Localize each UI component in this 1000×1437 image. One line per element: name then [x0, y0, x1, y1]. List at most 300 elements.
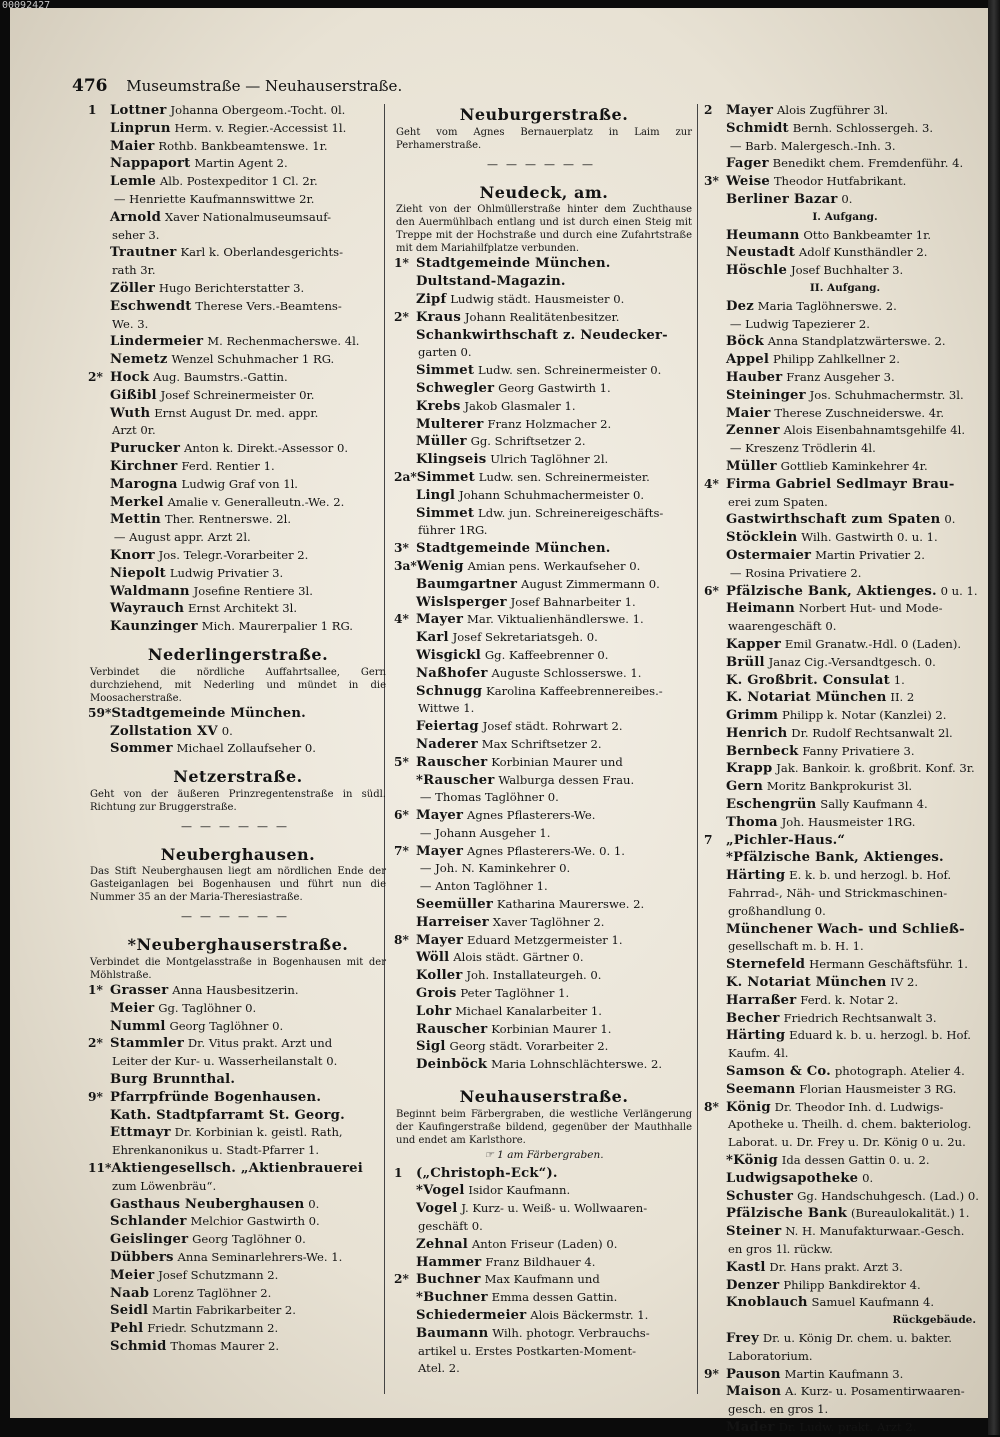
street-description: Verbindet die nördliche Auffahrtsallee, Gern durchziehend, mit Nederling und mündet in die Moosacherstraße.	[90, 666, 386, 704]
resident-details: Thomas Maurer 2.	[170, 1339, 280, 1354]
resident-details: Peter Taglöhner 1.	[460, 986, 570, 1001]
resident-name: Ettmayr	[110, 1125, 171, 1141]
directory-entry	[88, 547, 388, 565]
resident-details: Alb. Postexpeditor 1 Cl. 2r.	[159, 174, 318, 189]
resident-name: Gastwirthschaft zum Spaten	[726, 512, 941, 528]
resident-details: — August appr. Arzt 2l.	[113, 530, 251, 545]
resident-name: Pfälzische Bank	[726, 1206, 848, 1222]
resident-details: Michael Kanalarbeiter 1.	[455, 1003, 602, 1018]
house-number: 9*	[704, 1366, 719, 1381]
directory-entry	[704, 1188, 986, 1206]
directory-entry	[394, 665, 694, 683]
entry-continuation: Fahrrad-, Näh- und Strickmaschinen-	[728, 886, 948, 901]
resident-name: Numml	[110, 1018, 166, 1034]
resident-details: J. Kurz- u. Weiß- u. Wollwaaren-	[461, 1201, 648, 1216]
house-number: 6*	[704, 583, 719, 598]
resident-details: Friedr. Schutzmann 2.	[147, 1321, 279, 1336]
resident-name: Lingl	[416, 487, 456, 503]
entry-continuation: gesellschaft m. b. H. 1.	[728, 939, 864, 954]
directory-entry	[88, 155, 388, 173]
resident-name: Samson & Co.	[726, 1064, 831, 1080]
resident-details: Ferd. k. Notar 2.	[800, 992, 899, 1007]
house-number: 1*	[88, 983, 103, 998]
resident-details: 0.	[841, 191, 853, 206]
resident-details: — Ludwig Tapezierer 2.	[729, 316, 870, 331]
directory-entry	[704, 814, 986, 832]
resident-details: Georg Gastwirth 1.	[498, 380, 611, 395]
resident-name: Stadtgemeinde München.	[111, 705, 306, 721]
resident-name: Mayer	[416, 932, 464, 948]
resident-name: Niepolt	[110, 565, 166, 581]
resident-details: 0.	[862, 1170, 874, 1185]
page-title: Museumstraße — Neuhauserstraße.	[126, 77, 403, 95]
resident-details: Josef Sekretariatsgeh. 0.	[452, 630, 598, 645]
resident-details: Anton k. Direkt.-Assessor 0.	[184, 441, 349, 456]
directory-entry	[88, 1302, 388, 1320]
resident-details: Ida dessen Gattin 0. u. 2.	[781, 1153, 930, 1168]
resident-name: Wislsperger	[416, 594, 507, 610]
resident-name: Dübbers	[110, 1250, 174, 1266]
directory-entry	[704, 1099, 986, 1117]
resident-name: Dez	[726, 298, 754, 314]
house-number: 11*	[88, 1161, 112, 1176]
resident-name: Neustadt	[726, 245, 796, 261]
resident-details: — Johann Ausgeher 1.	[419, 825, 551, 840]
resident-name: Klingseis	[416, 452, 487, 468]
directory-entry	[394, 789, 694, 807]
directory-entry	[88, 982, 388, 1000]
resident-details: — Anton Taglöhner 1.	[419, 879, 548, 894]
resident-details: (Bureaulokalität.) 1.	[850, 1206, 970, 1221]
directory-entry	[704, 298, 986, 316]
directory-entry	[394, 718, 694, 736]
resident-details: Mich. Maurerpalier 1 RG.	[201, 619, 353, 634]
resident-name: Firma Gabriel Sedlmayr Brau-	[726, 476, 955, 492]
directory-entry	[88, 600, 388, 618]
directory-entry	[704, 1277, 986, 1295]
resident-name: Müller	[416, 434, 467, 450]
resident-name: Appel	[726, 352, 770, 368]
resident-name: Müller	[726, 458, 777, 474]
resident-details: Georg Taglöhner 0.	[169, 1018, 284, 1033]
directory-entry	[704, 138, 986, 156]
resident-name: („Christoph-Eck“).	[416, 1165, 558, 1181]
directory-entry	[394, 896, 694, 914]
section-divider: ——————	[487, 157, 601, 171]
resident-details: N. H. Manufakturwaar.-Gesch.	[785, 1224, 965, 1239]
resident-details: Bernh. Schlossergeh. 3.	[792, 120, 934, 135]
resident-details: Melchior Gastwirth 0.	[190, 1214, 320, 1229]
resident-name: Mayer	[416, 808, 464, 824]
resident-details: Katharina Maurerswe. 2.	[496, 897, 645, 912]
house-number: 8*	[394, 932, 409, 947]
resident-name: Thoma	[726, 814, 778, 830]
resident-name: Meier	[110, 1000, 155, 1016]
column-middle	[394, 102, 694, 1378]
directory-entry	[88, 740, 388, 758]
resident-name: Zenner	[726, 423, 780, 439]
resident-details: Agnes Pflasterers-We.	[467, 808, 596, 823]
entry-continuation: führer 1RG.	[418, 523, 488, 538]
resident-details: Joh. Installateurgeh. 0.	[466, 968, 602, 983]
resident-name: Zehnal	[416, 1236, 468, 1252]
resident-details: Herm. v. Regier.-Accessist 1l.	[174, 120, 347, 135]
directory-entry	[704, 992, 986, 1010]
directory-entry	[704, 1259, 986, 1277]
resident-details: — Kreszenz Trödlerin 4l.	[729, 441, 876, 456]
directory-entry	[704, 191, 986, 209]
house-number: 1	[394, 1165, 403, 1180]
entry-continuation: zum Löwenbräu“.	[112, 1178, 217, 1193]
resident-details: Xaver Taglöhner 2.	[492, 914, 605, 929]
resident-details: Georg städt. Vorarbeiter 2.	[449, 1039, 609, 1054]
resident-name: Arnold	[110, 209, 161, 225]
resident-details: Fanny Privatiere 3.	[802, 743, 915, 758]
directory-entry	[704, 155, 986, 173]
resident-name: Kastl	[726, 1259, 766, 1275]
directory-entry	[88, 1196, 388, 1214]
resident-name: Meier	[110, 1267, 155, 1283]
resident-name: Kraus	[416, 309, 461, 325]
directory-entry	[394, 647, 694, 665]
resident-details: Benedikt chem. Fremdenführ. 4.	[772, 156, 964, 171]
street-description: Geht von der äußeren Prinzregentenstraße in südl. Richtung zur Bruggerstraße.	[90, 788, 386, 813]
directory-entry	[394, 451, 694, 469]
resident-details: Josef städt. Rohrwart 2.	[482, 719, 623, 734]
resident-name: Heumann	[726, 227, 800, 243]
directory-entry	[704, 760, 986, 778]
resident-name: Lemle	[110, 174, 157, 190]
house-number: 1	[88, 103, 97, 117]
directory-entry	[88, 1338, 388, 1356]
resident-details: IV 2.	[890, 975, 919, 990]
resident-details: Gottlieb Kaminkehrer 4r.	[780, 458, 928, 473]
house-number: 2*	[394, 309, 409, 324]
directory-entry	[704, 1170, 986, 1188]
resident-name: Gißibl	[110, 387, 157, 403]
directory-entry	[394, 398, 694, 416]
directory-entry	[88, 1231, 388, 1249]
directory-entry	[394, 629, 694, 647]
directory-entry	[394, 1289, 694, 1307]
resident-details: Ldw. jun. Schreinereigeschäfts-	[478, 505, 664, 520]
entry-continuation: en gros 1l. rückw.	[728, 1242, 833, 1256]
directory-entry	[88, 1320, 388, 1338]
column-right	[704, 102, 986, 1437]
resident-name: Schlander	[110, 1214, 187, 1230]
directory-entry	[88, 102, 388, 120]
entry-continuation: seher 3.	[112, 227, 160, 242]
directory-entry	[704, 511, 986, 529]
directory-entry	[704, 583, 986, 601]
house-number: 9*	[88, 1089, 103, 1104]
house-number: 2	[704, 103, 713, 117]
directory-entry	[394, 416, 694, 434]
directory-entry	[88, 511, 388, 529]
resident-details: Wenzel Schuhmacher 1 RG.	[171, 352, 335, 367]
resident-name: Denzer	[726, 1277, 780, 1293]
resident-name: Krebs	[416, 398, 461, 414]
directory-entry	[394, 611, 694, 629]
resident-details: Norbert Hut- und Mode-	[798, 601, 943, 616]
scan-identifier: 00092427	[2, 0, 51, 11]
entry-continuation: Apotheke u. Theilh. d. chem. bakteriolog.	[728, 1117, 972, 1132]
directory-entry	[704, 956, 986, 974]
resident-name: Sommer	[110, 741, 173, 757]
resident-name: Baumann	[416, 1325, 489, 1341]
resident-name: Seidl	[110, 1303, 149, 1319]
resident-name: Stadtgemeinde München.	[416, 541, 611, 557]
directory-entry	[704, 120, 986, 138]
directory-entry	[88, 1160, 388, 1178]
entry-continuation: Laborat. u. Dr. Frey u. Dr. König 0 u. 2u.	[728, 1135, 966, 1150]
directory-entry	[88, 191, 388, 209]
directory-entry	[88, 209, 388, 227]
resident-details: Philipp Zahlkellner 2.	[772, 352, 900, 367]
resident-name: Wuth	[110, 405, 151, 421]
directory-entry	[704, 440, 986, 458]
directory-entry	[88, 1249, 388, 1267]
directory-entry	[704, 636, 986, 654]
resident-details: Korbinian Maurer 1.	[491, 1021, 612, 1036]
resident-details: Dr. Theodor Inh. d. Ludwigs-	[774, 1099, 944, 1114]
resident-details: Gg. Schriftsetzer 2.	[470, 434, 586, 449]
entry-continuation: artikel u. Erstes Postkarten-Moment-	[418, 1343, 637, 1358]
street-heading: Neuberghausen.	[160, 844, 316, 864]
resident-name: Frey	[726, 1330, 759, 1346]
resident-name: Henrich	[726, 725, 788, 741]
resident-name: Steiner	[726, 1224, 782, 1240]
section-divider: ——————	[181, 910, 295, 924]
directory-entry	[704, 1152, 986, 1170]
resident-name: Gasthaus Neuberghausen	[110, 1196, 305, 1212]
directory-entry	[88, 173, 388, 191]
resident-name: Rauscher	[416, 754, 488, 770]
resident-details: Martin Privatier 2.	[815, 547, 925, 562]
directory-entry	[394, 380, 694, 398]
directory-entry	[704, 1063, 986, 1081]
directory-entry	[394, 558, 694, 576]
house-number: 3*	[704, 174, 719, 189]
resident-name: Zollstation XV	[110, 723, 218, 739]
directory-entry	[88, 138, 388, 156]
resident-name: Koller	[416, 968, 463, 984]
street-description: Zieht von der Ohlmüllerstraße hinter dem Zuchthause den Auermühlbach entlang und ist durch einen Steig mit Treppe mit der Hochstraße und durch eine Zufahrtstraße mit dem Mariahilfplatze verbunden.	[396, 204, 692, 255]
resident-details: Jak. Bankoir. k. großbrit. Konf. 3r.	[776, 761, 975, 776]
page-header	[72, 76, 402, 96]
resident-details: Johanna Obergeom.-Tocht. 0l.	[170, 103, 346, 117]
directory-entry	[88, 351, 388, 369]
directory-entry	[394, 309, 694, 327]
directory-entry	[394, 825, 694, 843]
resident-details: 0.	[221, 723, 233, 738]
directory-entry	[394, 754, 694, 772]
directory-entry	[394, 1200, 694, 1218]
entry-continuation: geschäft 0.	[418, 1219, 483, 1234]
entry-continuation: gesch. en gros 1.	[728, 1402, 829, 1417]
street-heading: Neuhauserstraße.	[459, 1087, 629, 1107]
resident-details: Josef Schutzmann 2.	[158, 1267, 279, 1282]
resident-details: Ludwig städt. Hausmeister 0.	[450, 291, 625, 306]
resident-name: Lindermeier	[110, 334, 204, 350]
resident-details: Max Kaufmann und	[484, 1272, 600, 1287]
resident-details: — Thomas Taglöhner 0.	[419, 790, 559, 805]
resident-details: Aug. Baumstrs.-Gattin.	[153, 369, 288, 384]
resident-details: Moritz Bankprokurist 3l.	[766, 779, 913, 794]
directory-entry	[704, 778, 986, 796]
resident-name: Knorr	[110, 547, 155, 563]
directory-entry	[88, 1124, 388, 1142]
directory-entry	[394, 1236, 694, 1254]
house-number: 4*	[704, 476, 719, 491]
resident-name: Becher	[726, 1010, 780, 1026]
resident-name: Merkel	[110, 494, 164, 510]
directory-entry	[394, 362, 694, 380]
resident-name: Pfarrpfründe Bogenhausen.	[110, 1089, 322, 1105]
house-number: 2*	[88, 369, 103, 384]
resident-name: Seemüller	[416, 897, 494, 913]
resident-details: Jos. Telegr.-Vorarbeiter 2.	[158, 547, 309, 562]
directory-entry	[88, 1285, 388, 1303]
directory-entry	[704, 689, 986, 707]
resident-name: Buchner	[416, 1272, 481, 1288]
resident-details: — Rosina Privatiere 2.	[729, 565, 862, 580]
directory-entry	[88, 1000, 388, 1018]
resident-details: Isidor Kaufmann.	[468, 1183, 571, 1198]
directory-entry	[394, 807, 694, 825]
resident-name: Höschle	[726, 263, 788, 279]
house-number: 2*	[88, 1036, 103, 1051]
directory-entry	[704, 1294, 986, 1312]
street-description: Geht vom Agnes Bernauerplatz in Laim zur Perhamerstraße.	[396, 126, 692, 151]
resident-details: Janaz Cig.-Versandtgesch. 0.	[768, 654, 936, 669]
resident-details: Martin Kaufmann 3.	[784, 1366, 904, 1381]
resident-details: Gg. Kaffeebrenner 0.	[484, 647, 609, 662]
resident-name: Berliner Bazar	[726, 191, 838, 207]
resident-details: Walburga dessen Frau.	[498, 772, 635, 787]
directory-entry	[704, 476, 986, 494]
resident-name: Pauson	[726, 1366, 781, 1382]
directory-entry	[704, 1419, 986, 1437]
directory-page	[10, 8, 988, 1435]
resident-name: *Vogel	[416, 1183, 465, 1199]
resident-details: 0.	[944, 512, 956, 527]
entry-continuation: großhandlung 0.	[728, 903, 826, 918]
resident-name: Fager	[726, 156, 769, 172]
directory-entry	[88, 120, 388, 138]
resident-details: Emma dessen Gattin.	[491, 1290, 618, 1305]
directory-entry	[704, 974, 986, 992]
resident-name: Hock	[110, 369, 150, 385]
resident-details: Friedrich Rechtsanwalt 3.	[783, 1010, 937, 1025]
resident-name: Harreiser	[416, 914, 489, 930]
entry-continuation: Atel. 2.	[418, 1361, 460, 1376]
directory-entry	[704, 672, 986, 690]
resident-details: Dr. Hans prakt. Arzt 3.	[769, 1259, 903, 1274]
resident-name: „Pichler-Haus.“	[726, 832, 846, 848]
resident-name: Purucker	[110, 441, 181, 457]
directory-entry	[394, 1056, 694, 1074]
subheading: Rückgebäude.	[892, 1314, 976, 1327]
resident-details: Dr. Rudolf Rechtsanwalt 2l.	[791, 725, 953, 740]
resident-name: Stammler	[110, 1036, 185, 1052]
directory-entry	[88, 1089, 388, 1107]
resident-name: Multerer	[416, 416, 484, 432]
resident-name: Naab	[110, 1285, 150, 1301]
resident-details: Martin Fabrikarbeiter 2.	[152, 1303, 296, 1318]
resident-name: Weise	[726, 174, 770, 190]
resident-details: — Joh. N. Kaminkehrer 0.	[419, 861, 571, 876]
directory-entry	[704, 867, 986, 885]
directory-entry	[88, 1107, 388, 1125]
directory-entry	[88, 440, 388, 458]
resident-details: Lorenz Taglöhner 2.	[153, 1285, 272, 1300]
street-heading: Neuburgerstraße.	[459, 105, 629, 124]
resident-name: Seemann	[726, 1081, 796, 1097]
resident-details: Therese Vers.-Beamtens-	[195, 298, 342, 313]
resident-details: photograph. Atelier 4.	[834, 1064, 965, 1079]
directory-entry	[394, 505, 694, 523]
directory-entry	[394, 594, 694, 612]
resident-details: Agnes Pflasterers-We. 0. 1.	[467, 843, 625, 858]
directory-entry	[704, 369, 986, 387]
resident-name: K. Notariat München	[726, 690, 887, 706]
resident-details: Alois Eisenbahnamtsgehilfe 4l.	[783, 423, 966, 438]
house-number: 1*	[394, 256, 409, 271]
resident-name: *Buchner	[416, 1290, 488, 1306]
resident-name: Waldmann	[110, 583, 190, 599]
directory-entry	[394, 291, 694, 309]
resident-details: Martin Agent 2.	[194, 156, 288, 171]
house-number: 2*	[394, 1272, 409, 1287]
resident-name: Mettin	[110, 512, 161, 528]
resident-name: K. Notariat München	[726, 975, 887, 991]
directory-entry	[88, 333, 388, 351]
directory-entry	[704, 1366, 986, 1384]
house-number: 7	[704, 832, 713, 847]
directory-entry	[88, 1213, 388, 1231]
directory-entry	[88, 723, 388, 741]
resident-name: Eschengrün	[726, 797, 817, 813]
resident-name: Lottner	[110, 103, 167, 118]
directory-entry	[88, 1035, 388, 1053]
resident-name: Schankwirthschaft z. Neudecker-	[416, 327, 668, 343]
resident-name: Harraßer	[726, 992, 797, 1008]
resident-name: Knoblauch	[726, 1295, 808, 1311]
resident-details: II. 2	[890, 690, 915, 705]
subheading: I. Aufgang.	[812, 210, 878, 223]
resident-details: Georg Taglöhner 0.	[192, 1232, 306, 1247]
street-description: Verbindet die Montgelasstraße in Bogenhausen mit der Möhlstraße.	[90, 957, 386, 982]
entry-continuation: Leiter der Kur- u. Wasserheilanstalt 0.	[112, 1054, 338, 1069]
resident-name: Brüll	[726, 654, 765, 670]
directory-entry	[394, 967, 694, 985]
resident-name: Schmidt	[726, 120, 789, 136]
directory-entry	[88, 280, 388, 298]
resident-details: Anton Friseur (Laden) 0.	[471, 1236, 618, 1251]
resident-details: Ludwig Graf von 1l.	[181, 476, 298, 491]
directory-entry	[394, 843, 694, 861]
entry-continuation: Kaufm. 4l.	[728, 1046, 789, 1061]
directory-entry	[394, 985, 694, 1003]
resident-name: Maier	[110, 138, 155, 154]
directory-entry	[394, 932, 694, 950]
resident-name: Burg Brunnthal.	[110, 1072, 236, 1088]
resident-details: Maria Taglöhnerswe. 2.	[757, 298, 897, 313]
directory-entry	[704, 316, 986, 334]
directory-entry	[394, 1182, 694, 1200]
resident-details: Hermann Geschäftsführ. 1.	[809, 957, 968, 972]
